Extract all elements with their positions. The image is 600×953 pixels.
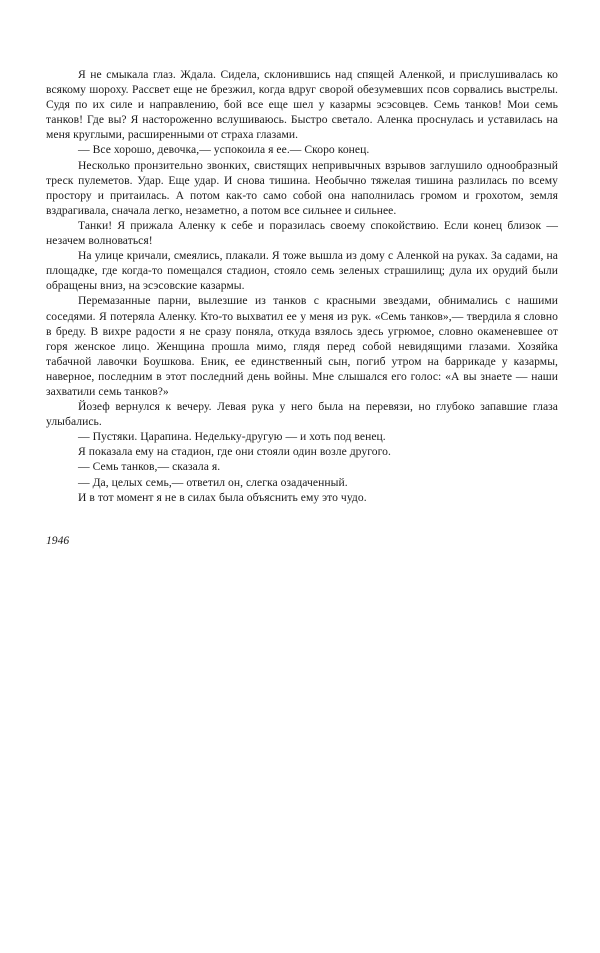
paragraph-9: Я показала ему на стадион, где они стояли один возле другого. (78, 445, 391, 459)
paragraph-8: — Пустяки. Царапина. Недельку-другую — и хоть под венец. (78, 430, 386, 444)
paragraph-2: — Все хорошо, девочка,— успокоила я ее.— Скоро конец. (78, 143, 370, 157)
paragraph-12: И в тот момент я не в силах была объяснить ему это чудо. (78, 490, 367, 504)
paragraph-11: — Да, целых семь,— ответил он, слегка озадаченный. (78, 475, 348, 489)
paragraph-10: — Семь танков,— сказала я. (78, 460, 221, 474)
paragraph-3: Несколько пронзительно звонких, свистящих непривычных взрывов заглушило однообразный треск пулеметов. Удар. Еще удар. И снова тишина. Необычно тяжелая тишина разлилась по всему простору и притаилась. А потом как-то само собой она наполнилась громом и грохотом, земля вздрагивала, сначала легко, незаметно, а потом все сильнее и сильнее. (46, 158, 558, 217)
year-signature: 1946 (46, 534, 70, 547)
paragraph-6: Перемазанные парни, вылезшие из танков с красными звездами, обнимались с нашими соседями. Я потеряла Аленку. Кто-то выхватил ее у меня из рук. «Семь танков»,— твердила я словно в бреду. В вихре радости я не сразу поняла, откуда взялось здесь угрюмое, словно окаменевшее от горя женское лицо. Женщина прошла мимо, глядя перед собой невидящими глазами. Хозяйка табачной лавочки Боушкова. Еник, ее единственный сын, погиб утром на баррикаде у казармы, наверное, последним в этот последний день войны. Мне слышался его голос: «А вы знаете — наши захватили семь танков?» (46, 294, 558, 398)
document-body (46, 67, 558, 505)
paragraph-5: На улице кричали, смеялись, плакали. Я тоже вышла из дому с Аленкой на руках. За садами, на площадке, где когда-то помещался стадион, стояло семь зеленых страшилищ; дула их орудий были обращены вниз, на эсэсовские казармы. (46, 249, 558, 293)
paragraph-7: Йозеф вернулся к вечеру. Левая рука у него была на перевязи, но глубоко запавшие глаза улыбались. (46, 400, 558, 429)
paragraph-1: Я не смыкала глаз. Ждала. Сидела, склонившись над спящей Аленкой, и прислушивалась ко всякому шороху. Рассвет еще не брезжил, когда вдруг сворой обезумевших псов сорвались выстрелы. Судя по их силе и направлению, бой все еще шел у казармы эсэсовцев. Семь танков! Мои семь танков! Где вы? Я настороженно вслушиваюсь. Быстро светало. Аленка проснулась и уставилась на меня круглыми, расширенными от страха глазами. (46, 68, 558, 142)
paragraph-4: Танки! Я прижала Аленку к себе и поразилась своему спокойствию. Если конец близок — незачем волноваться! (46, 218, 558, 248)
